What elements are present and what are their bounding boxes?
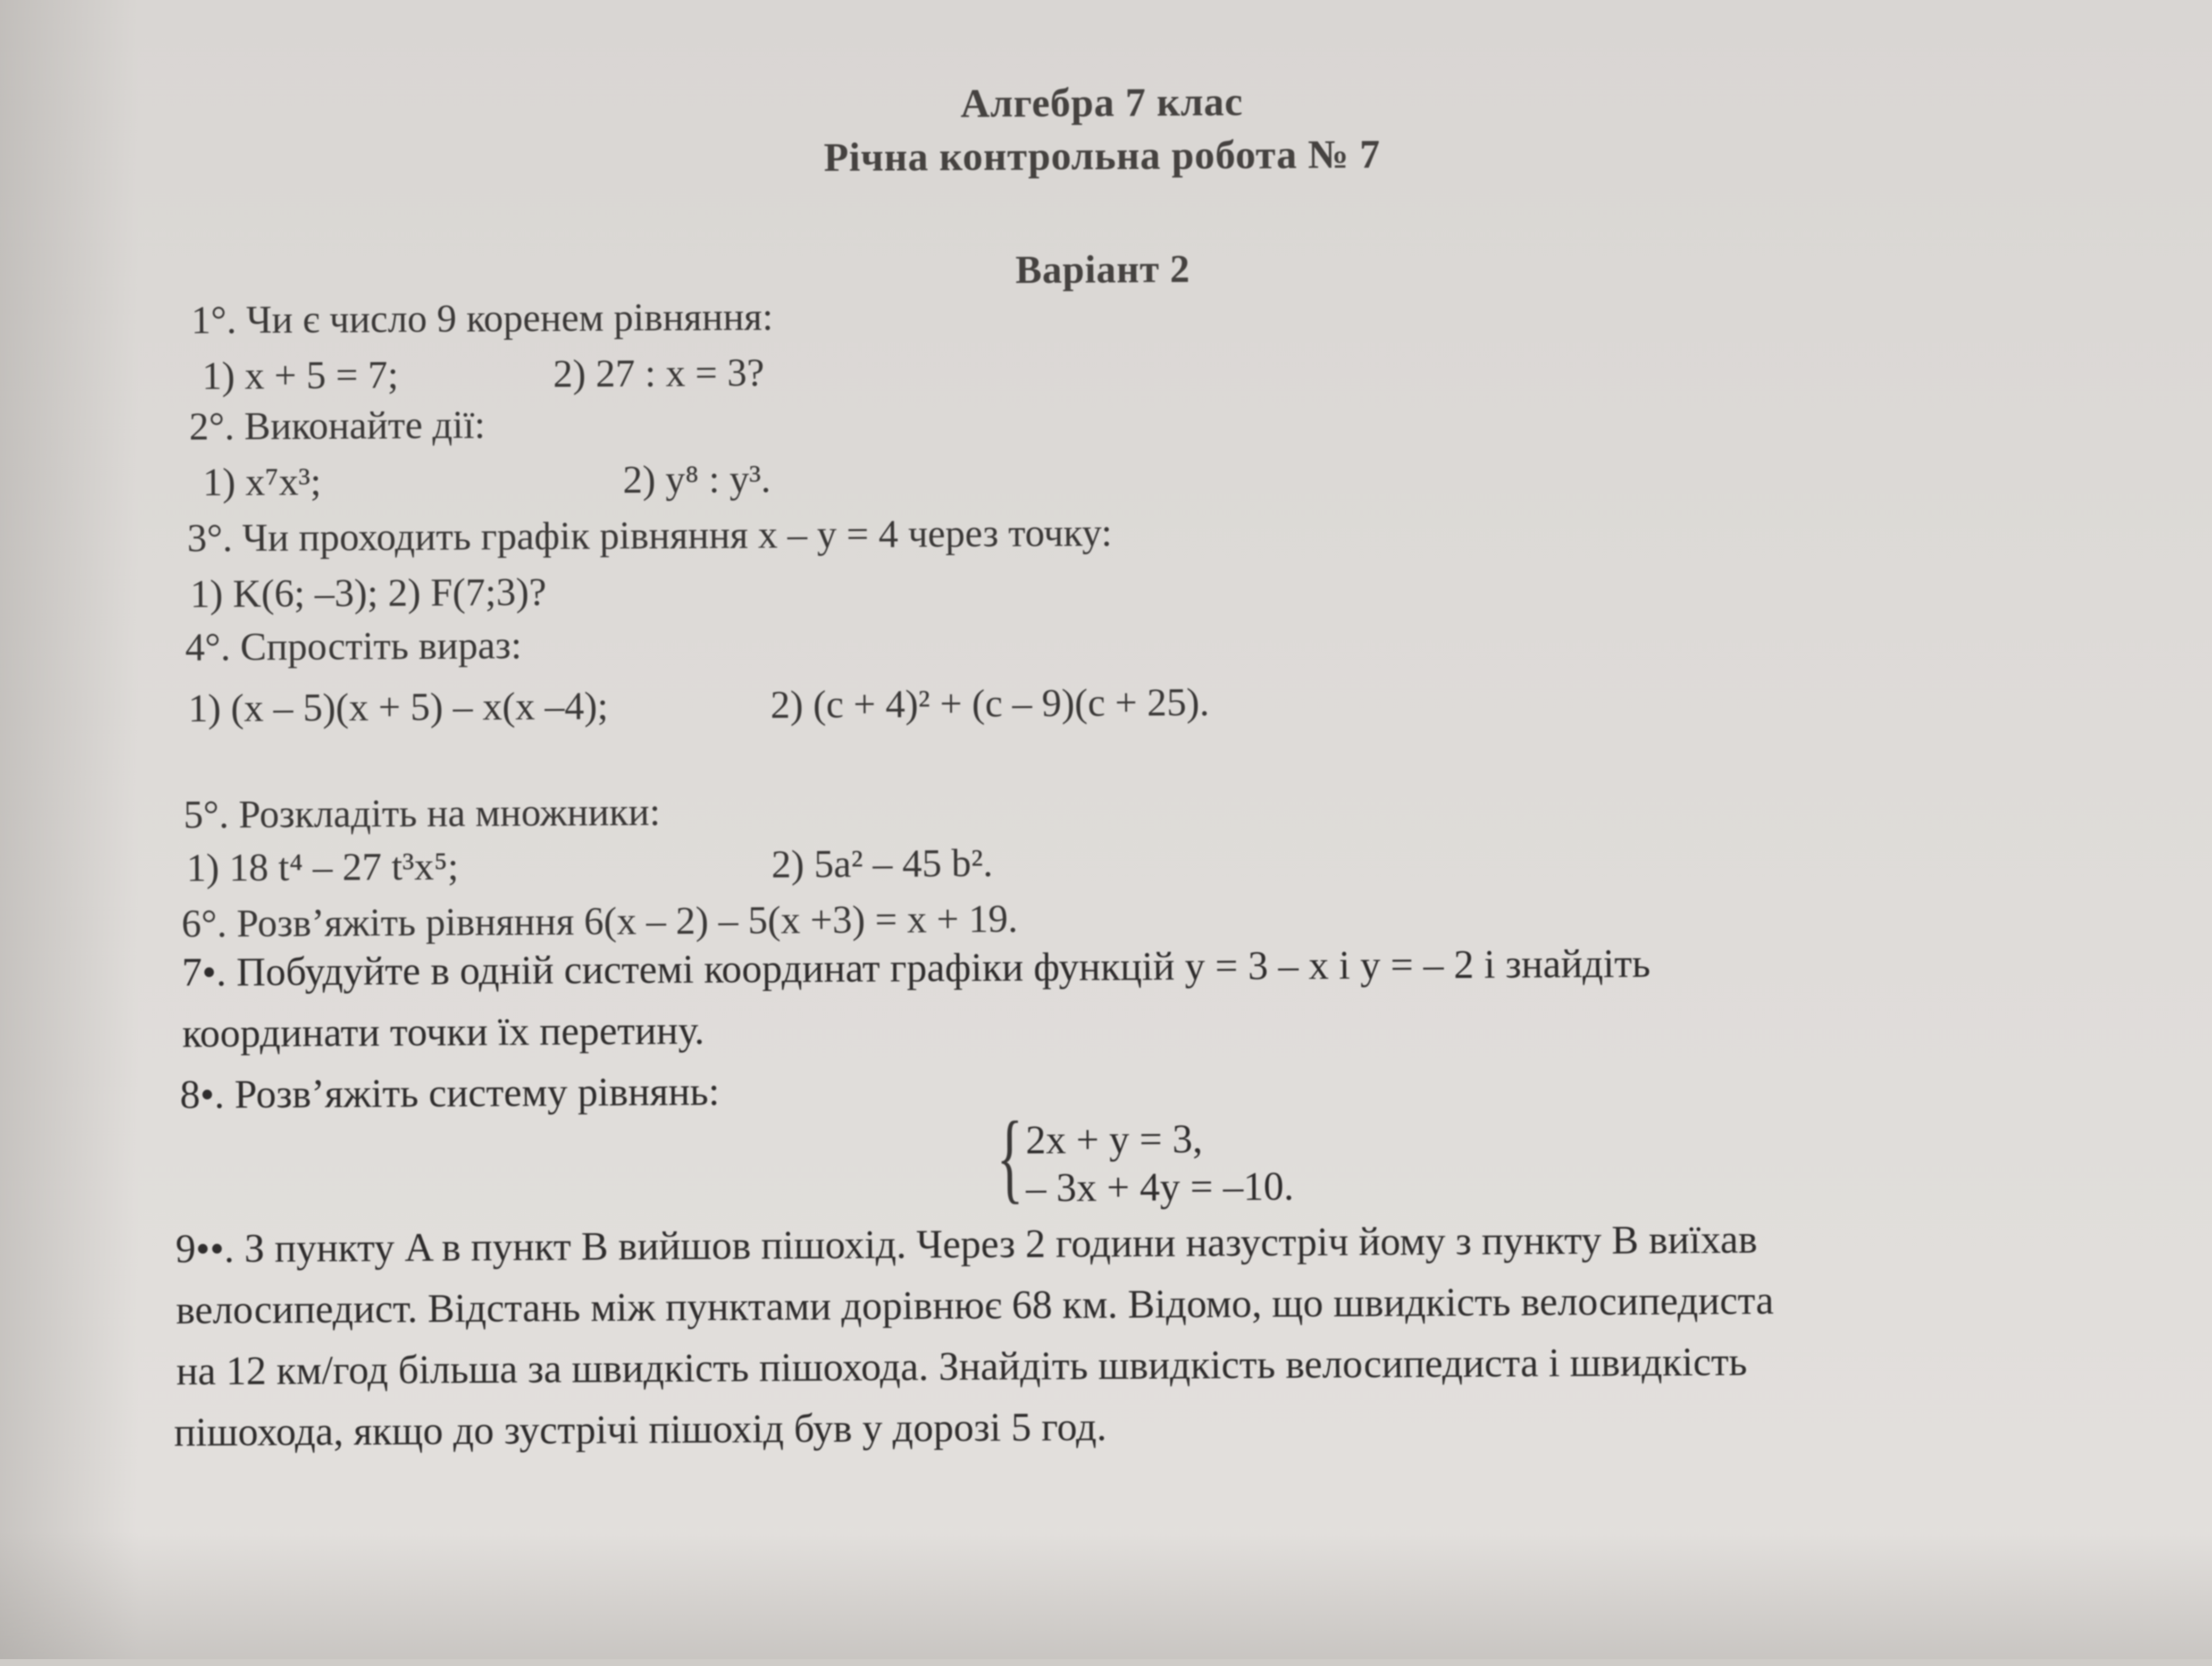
document-subtitle: Річна контрольна робота № 7 (823, 131, 1381, 180)
task-6-statement: 6°. Розв’яжіть рівняння 6(x – 2) – 5(x +3) = x + 19. (181, 897, 1018, 946)
document-title: Алгебра 7 клас (960, 79, 1243, 126)
task-7-continuation: координати точки їх перетину. (182, 1008, 705, 1056)
task-4-statement: 4°. Спростіть вираз: (185, 623, 522, 669)
system-equation-1: 2x + y = 3, (1025, 1117, 1203, 1163)
task-9-line-3: на 12 км/год більша за швидкість пішохода. Знайдіть швидкість велосипедиста і швидкість (176, 1339, 1748, 1394)
task-9-line-1: 9••. З пункту A в пункт B вийшов пішохід. Через 2 години назустріч йому з пункту B виїхав (175, 1217, 1758, 1271)
system-brace: { (996, 1101, 1024, 1213)
task-2-option-1: 1) x⁷x³; (203, 460, 322, 505)
task-4-option-1: 1) (x – 5)(x + 5) – x(x –4); (188, 684, 608, 731)
task-4-option-2: 2) (c + 4)² + (c – 9)(c + 25). (770, 680, 1210, 727)
task-9-line-2: велосипедист. Відстань між пунктами дорівнює 68 км. Відомо, що швидкість велосипедиста (175, 1278, 1774, 1333)
task-3-statement: 3°. Чи проходить графік рівняння x – y = 4 через точку: (187, 511, 1112, 560)
variant-label: Варіант 2 (1015, 247, 1191, 292)
task-1-option-1: 1) x + 5 = 7; (202, 353, 399, 398)
task-2-statement: 2°. Виконайте дії: (189, 403, 485, 449)
task-8-statement: 8•. Розв’яжіть систему рівнянь: (180, 1069, 720, 1117)
task-5-option-2: 2) 5a² – 45 b². (771, 841, 993, 886)
task-7-statement: 7•. Побудуйте в одній системі координат графіки функцій y = 3 – x і y = – 2 і знайдіть (181, 941, 1651, 995)
task-5-option-1: 1) 18 t⁴ – 27 t³x⁵; (186, 844, 459, 890)
task-1-statement: 1°. Чи є число 9 коренем рівняння: (191, 295, 774, 342)
task-5-statement: 5°. Розкладіть на множники: (183, 790, 661, 837)
task-9-line-4: пішохода, якщо до зустрічі пішохід був у дорозі 5 год. (174, 1404, 1107, 1455)
task-2-option-2: 2) y⁸ : y³. (623, 457, 771, 502)
system-equation-2: – 3x + 4y = –10. (1026, 1163, 1294, 1211)
task-1-option-2: 2) 27 : x = 3? (552, 351, 765, 396)
task-3-options: 1) K(6; –3); 2) F(7;3)? (190, 570, 547, 616)
